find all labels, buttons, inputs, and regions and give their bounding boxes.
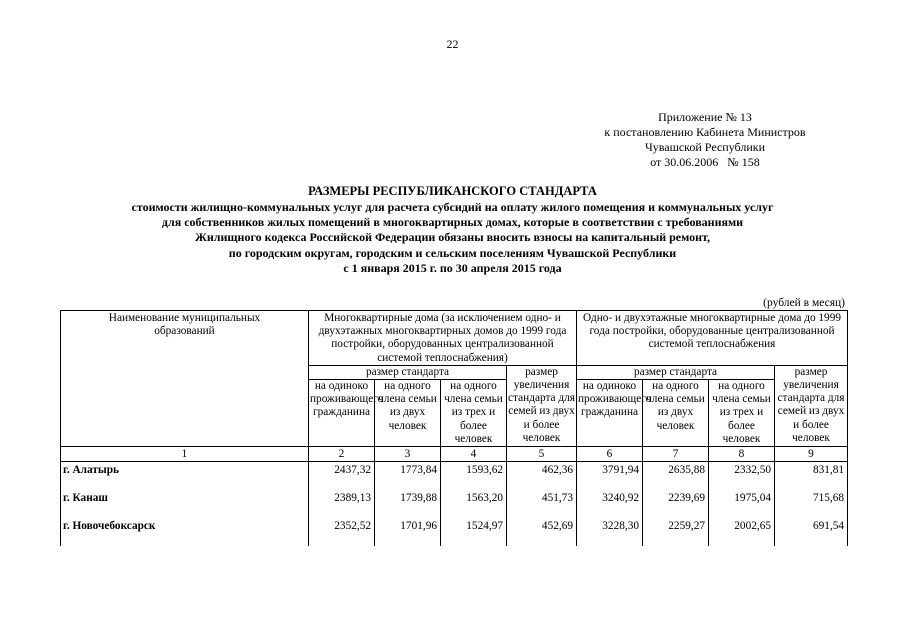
column-index: 2	[309, 447, 375, 462]
col5-header: размер увеличения стандарта для семей из двух и более человек	[507, 365, 577, 446]
municipality-name: г. Алатырь	[61, 462, 309, 491]
subtitle-line: стоимости жилищно-коммунальных услуг для расчета субсидий на оплату жилого помещения и коммунальных услуг	[131, 200, 774, 214]
col7-header: на одного члена семьи из двух человек	[643, 380, 709, 447]
table-cell: 462,36	[507, 462, 577, 491]
table-cell: 451,73	[507, 490, 577, 518]
group1-header: Многоквартирные дома (за исключением одно- и двухэтажных многоквартирных домов до 1999 года постройки, оборудованных централизованной системой теплоснабжения)	[309, 311, 577, 366]
table-cell: 2352,52	[309, 518, 375, 546]
table-row	[61, 490, 848, 518]
column-index: 5	[507, 447, 577, 462]
table-cell: 2002,65	[709, 518, 775, 546]
col3-header: на одного члена семьи из двух человек	[375, 380, 441, 447]
column-index: 6	[577, 447, 643, 462]
table-cell: 2259,27	[643, 518, 709, 546]
group2-header: Одно- и двухэтажные многоквартирные дома до 1999 года постройки, оборудованные централизованной системой теплоснабжения	[577, 311, 848, 366]
standards-table	[60, 310, 848, 546]
subtitle-line: Жилищного кодекса Российской Федерации обязаны вносить взносы на капитальный ремонт,	[194, 230, 711, 245]
col6-header: на одиноко проживающего гражданина	[577, 380, 643, 447]
col9-header: размер увеличения стандарта для семей из двух и более человек	[775, 365, 848, 446]
table-cell: 831,81	[775, 462, 848, 491]
appendix-block	[575, 110, 835, 170]
table-cell: 2437,32	[309, 462, 375, 491]
municipality-name: г. Канаш	[61, 490, 309, 518]
standard-size-header: размер стандарта	[577, 365, 775, 379]
table-cell: 1773,84	[375, 462, 441, 491]
table-cell: 2239,69	[643, 490, 709, 518]
column-index: 3	[375, 447, 441, 462]
subtitle-line: для собственников жилых помещений в многоквартирных домах, которые в соответствии с требованиями	[161, 215, 744, 230]
table-cell: 3228,30	[577, 518, 643, 546]
col8-header: на одного члена семьи из трех и более человек	[709, 380, 775, 447]
column-index: 7	[643, 447, 709, 462]
table-cell: 2332,50	[709, 462, 775, 491]
document-title: РАЗМЕРЫ РЕСПУБЛИКАНСКОГО СТАНДАРТА	[308, 184, 597, 198]
subtitle-line: по городским округам, городским и сельским поселениям Чувашской Республики	[228, 245, 677, 260]
table-cell: 1975,04	[709, 490, 775, 518]
municipality-column-header: Наименование муниципальных образований	[61, 311, 309, 447]
table-cell: 2389,13	[309, 490, 375, 518]
units-label: (рублей в месяц)	[763, 297, 845, 309]
appendix-line: Приложение № 13	[658, 110, 752, 124]
table-row	[61, 518, 848, 546]
appendix-line: Чувашской Республики	[644, 140, 766, 154]
table-cell: 3791,94	[577, 462, 643, 491]
table-cell: 452,69	[507, 518, 577, 546]
document-subtitle	[60, 200, 845, 276]
table-cell: 691,54	[775, 518, 848, 546]
col4-header: на одного члена семьи из трех и более человек	[441, 380, 507, 447]
table-cell: 1739,88	[375, 490, 441, 518]
table-cell: 1524,97	[441, 518, 507, 546]
table-row	[61, 462, 848, 491]
table-cell: 1593,62	[441, 462, 507, 491]
column-index: 4	[441, 447, 507, 462]
column-index: 1	[61, 447, 309, 462]
table-cell: 1701,96	[375, 518, 441, 546]
table-cell: 2635,88	[643, 462, 709, 491]
column-index: 9	[775, 447, 848, 462]
municipality-name: г. Новочебоксарск	[61, 518, 309, 546]
subtitle-line: с 1 января 2015 г. по 30 апреля 2015 года	[343, 260, 562, 275]
table-cell: 3240,92	[577, 490, 643, 518]
appendix-line: от 30.06.2006 № 158	[650, 155, 760, 169]
standard-size-header: размер стандарта	[309, 365, 507, 379]
page-number: 22	[446, 37, 459, 51]
column-index: 8	[709, 447, 775, 462]
appendix-line: к постановлению Кабинета Министров	[604, 125, 806, 139]
col2-header: на одиноко проживающего гражданина	[309, 380, 375, 447]
table-cell: 1563,20	[441, 490, 507, 518]
table-cell: 715,68	[775, 490, 848, 518]
